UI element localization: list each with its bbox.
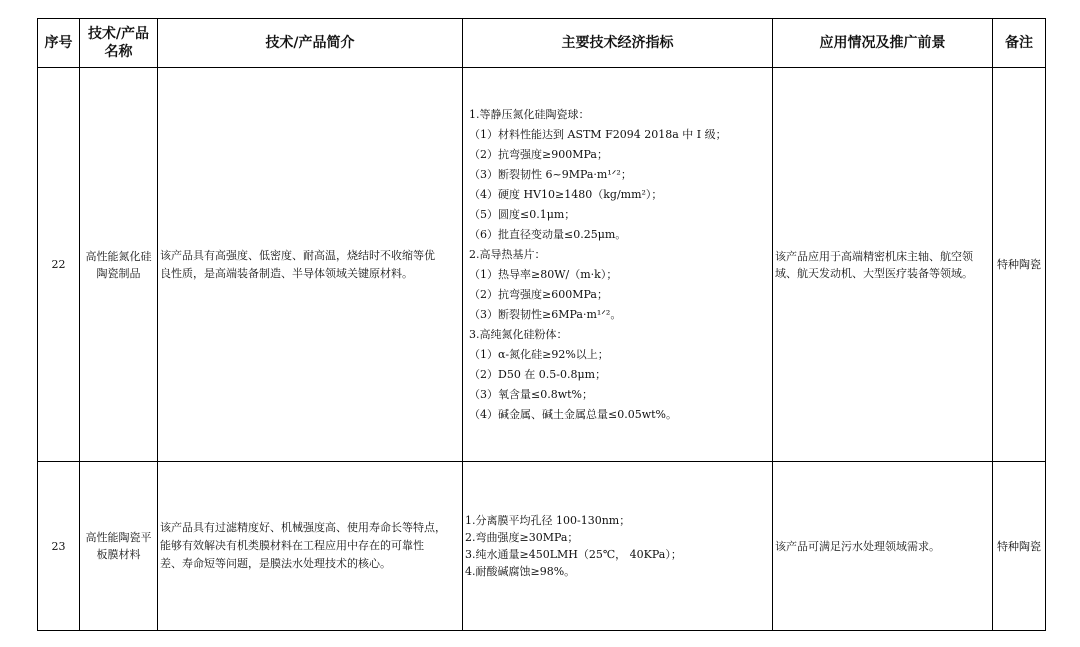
row-indicators xyxy=(463,68,773,462)
indicator-line: （1）热导率≥80W/（m·k）； xyxy=(469,267,618,281)
row-application-line: 域、航天发动机、大型医疗装备等领域。 xyxy=(775,266,973,280)
row-no: 22 xyxy=(38,68,80,462)
header-row xyxy=(38,19,1046,68)
header-no: 序号 xyxy=(38,19,80,68)
indicator-line: 2.高导热基片： xyxy=(469,247,546,261)
row-application-line: 该产品应用于高端精密机床主轴、航空领 xyxy=(775,249,973,263)
table-row xyxy=(38,68,1046,462)
row-intro-line: 该产品具有过滤精度好、机械强度高、使用寿命长等特点， xyxy=(160,521,446,534)
indicator-line: （1）α-氮化硅≥92%以上； xyxy=(469,347,609,361)
row-remarks: 特种陶瓷 xyxy=(993,68,1046,462)
row-name xyxy=(80,68,158,462)
header-name xyxy=(80,19,158,68)
row-intro-line: 良性质，是高端装备制造、半导体领域关键原材料。 xyxy=(160,266,413,280)
indicator-line: 4.耐酸碱腐蚀≥98%。 xyxy=(465,565,576,578)
indicator-line: 1.等静压氮化硅陶瓷球： xyxy=(469,107,590,121)
product-table xyxy=(37,18,1046,631)
row-name xyxy=(80,462,158,631)
header-name-line1: 技术/产品 xyxy=(87,26,150,42)
indicator-line: （4）碱金属、碱土金属总量≤0.05wt%。 xyxy=(469,407,677,421)
row-application xyxy=(773,68,993,462)
row-intro-line: 能够有效解决有机类膜材料在工程应用中存在的可靠性 xyxy=(160,539,424,552)
row-application-line: 该产品可满足污水处理领域需求。 xyxy=(775,539,940,553)
indicator-line: （4）硬度 HV10≥1480（kg/mm²）； xyxy=(469,187,663,201)
indicator-line: 1.分离膜平均孔径 100-130nm； xyxy=(465,514,631,527)
indicator-line: （3）氧含量≤0.8wt%； xyxy=(469,387,593,401)
row-no: 23 xyxy=(38,462,80,631)
table-row xyxy=(38,462,1046,631)
indicator-line: 2.弯曲强度≥30MPa； xyxy=(465,531,579,544)
indicator-line: 3.纯水通量≥450LMH（25℃， 40KPa）； xyxy=(465,548,682,561)
row-name-line: 高性能陶瓷平 xyxy=(85,531,152,544)
row-remarks: 特种陶瓷 xyxy=(993,462,1046,631)
indicator-line: （2）抗弯强度≥900MPa； xyxy=(469,147,608,161)
indicator-line: （1）材料性能达到 ASTM F2094 2018a 中 I 级； xyxy=(469,127,727,141)
indicator-line: （3）断裂韧性≥6MPa·m¹ᐟ²。 xyxy=(469,307,622,321)
header-application: 应用情况及推广前景 xyxy=(773,19,993,68)
row-intro-line: 差、寿命短等问题，是膜法水处理技术的核心。 xyxy=(160,557,391,570)
row-name-line: 陶瓷制品 xyxy=(96,266,141,280)
header-remarks: 备注 xyxy=(993,19,1046,68)
row-indicators xyxy=(463,462,773,631)
indicator-line: （2）抗弯强度≥600MPa； xyxy=(469,287,608,301)
row-intro xyxy=(158,68,463,462)
indicator-line: （6）批直径变动量≤0.25μm。 xyxy=(469,227,627,241)
row-intro xyxy=(158,462,463,631)
indicator-line: （2）D50 在 0.5-0.8μm； xyxy=(469,367,607,381)
indicator-line: （3）断裂韧性 6~9MPa·m¹ᐟ²； xyxy=(469,167,632,181)
header-intro: 技术/产品简介 xyxy=(158,19,463,68)
indicator-line: 3.高纯氮化硅粉体： xyxy=(469,327,568,341)
row-name-line: 高性能氮化硅 xyxy=(85,249,152,263)
row-application xyxy=(773,462,993,631)
header-indicators: 主要技术经济指标 xyxy=(463,19,773,68)
row-name-line: 板膜材料 xyxy=(96,548,141,561)
row-intro-line: 该产品具有高强度、低密度、耐高温，烧结时不收缩等优 xyxy=(160,248,435,262)
indicator-line: （5）圆度≤0.1μm； xyxy=(469,207,576,221)
header-name-line2: 名称 xyxy=(104,44,133,60)
